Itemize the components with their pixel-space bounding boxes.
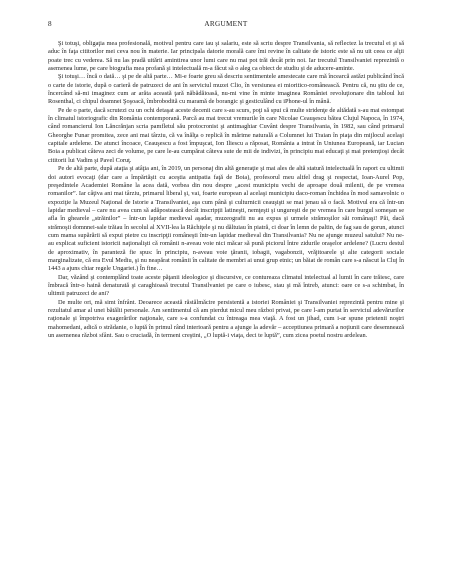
paragraph: Dar, văzând şi contemplând toate aceste păţanii ideologice şi discursive, ce contureaza climatul intelectual al lumii în care trăiesc, care îmbracă într-o haină denaturată şi caraghioasă trecutul Transilvaniei pe care o iubesc, stau şi mă întreb, atunci: oare ce s-a schimbat, în ultimii patruzeci de ani? xyxy=(48,273,404,298)
page-number: 8 xyxy=(48,20,52,28)
body-text xyxy=(48,40,404,340)
paragraph: Pe de o parte, dacă scrutezi cu un ochi detaşat aceste decenii care s-au scurs, poţi să spui că multe stridenţe de altădată s-au mai estompat în climatul istoriografic din România contemporană. Parcă au mai trecut vremurile în care Nicolae Ceauşescu bătea Clujul Napoca, în 1974, când romancierul Ion Lăncrănjan scria pamfletul său protocronist şi antimaghiar Cuvânt despre Transilvania, în 1982, sau când primarul Gheorghe Funar promitea, zece ani mai târziu, că va înălţa o replică în mărime naturală a Columnei lui Traian în piaţa din mijlocul acelaşi capitale ardelene. De atunci încoace, Ceauşescu a fost împuşcat, Ion Iliescu a răposat, România a intrat în Uniunea Europeană, iar Lucian Boia a publicat câteva zeci de volume, pe care le-au cumpărat câteva sute de mii de indivizi, în principiu mai educaţi şi mai pretenţioşi decât cititorii lui Vadim şi Pavel Coruţ. xyxy=(48,106,404,164)
paragraph: De multe ori, mă simt înfrânt. Deoarece această răstălmăcire persistentă a istoriei României şi Transilvaniei reprezintă pentru mine şi rezultatul amar al unei bătălii personale. Am sentimentul că am pierdut micul meu război privat, pe care l-am purtat în serviciul adevărurilor raţionale şi împotriva exagerărilor naţionale, care s-a confundat cu întreaga mea viaţă. A fost un jihad, cum i-ar spune prietenii noştri mahomedani, adică o strădanie, o luptă în primul rând interioară pentru a ajunge la adevăr – acceptiunea primară a noţiunii care desemnează un asemenea război sfânt. Sau o cruciadă, în termeni creştini, „O luptă-i viaţa, deci te luptă”, cum zicea poetul nostru ardelean. xyxy=(48,298,404,340)
running-title: ARGUMENT xyxy=(204,20,248,28)
paragraph: Pe de altă parte, după ataţia şi atâţia ani, în 2019, un personaj din altă generaţie şi mai ales de altă statură intelectuală în raport cu ultimii doi autori evocaţi (dar care a împărtăşit cu aceştia antipatia faţă de Boia), profesorul meu altfel drag şi respectat, Ioan-Aurel Pop, preşedintele Academiei Române la acea dată, vorbea din nou despre „acest municipiu vechi de aproape două milenii, de pe vremea romanilor”. Iar câţiva ani mai târziu, primarul liberal şi, vai, foarte european al acelaşi municipiu daco-roman închidea în mod samavolnic o expoziţie la Muzeul Naţional de Istorie a Transilvaniei, aşa cum până şi culturnicii ceauşişti se mai jenau să o facă. Motivul era că într-un lapidar medieval – care nu avea cum să adăpostească decât inscripţii latineşti, nemţeşti şi ungureşti de pe vremea în care burgul someşan se afla în ghearele „străinilor” – într-un lapidar medieval aşadar, muzeografii nu au expus şi urmele strămoşilor săi românaşi! Păi, dacă strămoşii domnnei-sale trăiau în secolul al XVII-lea la Răchiţele şi nu dăltuiau în piatră, ci doar în lemn de paltin, de fag sau de gorun, atunci cum mama supărării să expui pietre cu inscripţii româneşti într-un lapidar medieval din Transilvania? Nu ne ajunge muzeul satului? Nu ne-au explicat suficient istoricii naţionalişti că românii n-aveau voie nici măcar să pună piciorul între zidurile oraşelor ardelene? (Lucru destul de aproximativ, în paranteză fie spus: în principiu, n-aveau voie ţăranii, iobagii, vagabonzii, vrăjitoarele şi alte categorii sociale marginalizate, că era Evul Mediu, şi nu neapărat românii în calitate de membri ai unui grup etnic; un băiat de român care s-a născut la Cluj în 1443 a ajuns chiar regele Ungariei.) În fine… xyxy=(48,165,404,273)
page-header xyxy=(48,20,404,30)
paragraph: Şi totuşi… încă o dată… şi pe de altă parte… Mi-e foarte greu să descriu sentimentele amestecate care mă încearcă astăzi publicând încă o carte de istorie, după o carieră de patruzeci de ani în serviciul muzei Clio, în versiunea ei mioritico-românească. Pentru că, nu ştiu de ce, încercând să-mi imaginez cum ar arăta această ţară năbădăioasă, nu-mi vine în minte imaginea României revoluţionare din tabloul lui Rosenthal, ci chipul doamnei Şoşoacă, îmbrobodită cu maramă de borangic şi gesticulând cu iPhone-ul în mână. xyxy=(48,73,404,106)
paragraph: Şi totuşi, obligaţia mea profesională, motivul pentru care iau şi salariu, este să scriu despre Transilvania, să reflectez la trecutul ei şi să aduc în faţa cititorilor mei ceva nou în materie. Iar principala datorie morală care îmi revine în calitate de istoric este să nu uit ceea ce alţii poate trec cu vederea. Să nu las pradă uitării amintirea unor lumi care nu mai pot trăi decât prin noi. Iar trecutul Transilvaniei reprezintă o asemenea lume, pe care biografia mea profană şi intelectuală m-a făcut să o aleg ca obiect de studiu şi de aducere-aminte. xyxy=(48,40,404,73)
